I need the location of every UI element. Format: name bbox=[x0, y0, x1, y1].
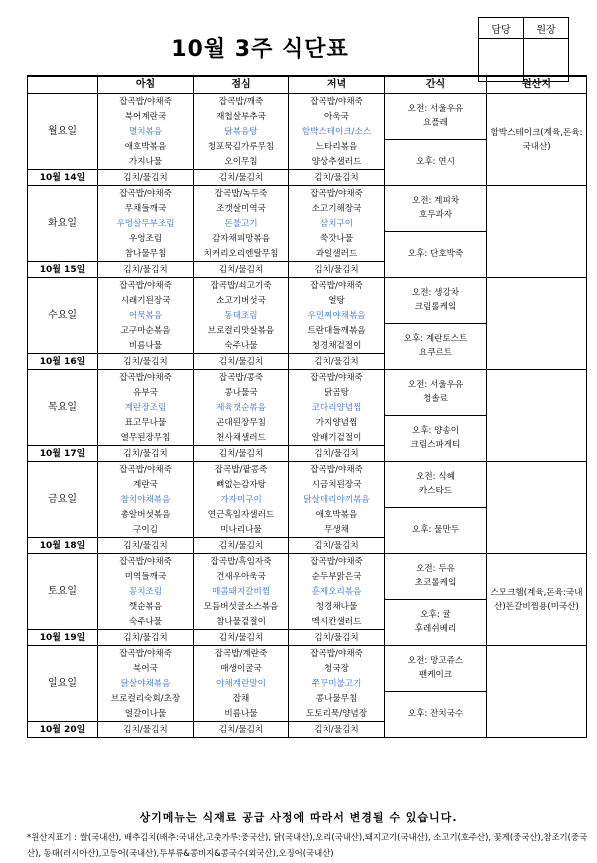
day-label: 금요일 bbox=[28, 462, 98, 538]
header-row bbox=[28, 76, 587, 94]
lunch-item: 잡곡밥/흑임자죽 bbox=[194, 554, 289, 570]
lunch-item: 곤대된장무침 bbox=[194, 415, 289, 430]
breakfast-item: 북어계란국 bbox=[98, 109, 194, 124]
header-origin: 원산지 bbox=[487, 76, 587, 94]
breakfast-item: 닭살야채볶음 bbox=[98, 676, 194, 691]
notice-text: 상기메뉴는 식재료 공급 사정에 따라서 변경될 수 있습니다. bbox=[139, 811, 458, 824]
lunch-item: 잡곡밥/쇠고기죽 bbox=[194, 278, 289, 294]
dinner-item: 느타리볶음 bbox=[289, 139, 385, 154]
breakfast-item: 브로컬리숙회/초장 bbox=[98, 691, 194, 706]
breakfast-item: 참치야채볶음 bbox=[98, 492, 194, 507]
approval-label-director: 원장 bbox=[524, 18, 569, 39]
dinner-item: 잡곡밥/야채죽 bbox=[289, 278, 385, 294]
lunch-item: 조갯살미역국 bbox=[194, 201, 289, 216]
header-breakfast: 아침 bbox=[98, 76, 194, 94]
dinner-item: 우민찌야채볶음 bbox=[289, 308, 385, 323]
lunch-item: 매생이굴국 bbox=[194, 661, 289, 676]
dinner-item: 청국장 bbox=[289, 661, 385, 676]
breakfast-item: 김치/물김치 bbox=[98, 538, 194, 554]
lunch-item: 잡곡밥/녹두죽 bbox=[194, 186, 289, 202]
lunch-item: 가자미구이 bbox=[194, 492, 289, 507]
dinner-item: 쑥갓나물 bbox=[289, 231, 385, 246]
date-label: 10월 16일 bbox=[28, 354, 98, 370]
breakfast-item: 김치/물김치 bbox=[98, 630, 194, 646]
lunch-item: 닭볶음탕 bbox=[194, 124, 289, 139]
dinner-item: 코다리양념찜 bbox=[289, 400, 385, 415]
dinner-item: 닭살데리야끼볶음 bbox=[289, 492, 385, 507]
dinner-item: 김치/물김치 bbox=[289, 262, 385, 278]
lunch-item: 참나물겉절이 bbox=[194, 614, 289, 630]
lunch-item: 브로컬리맛살볶음 bbox=[194, 323, 289, 338]
lunch-item: 잡곡밥/팥콩죽 bbox=[194, 462, 289, 478]
date-label: 10월 19일 bbox=[28, 630, 98, 646]
dinner-item: 쭈꾸미불고기 bbox=[289, 676, 385, 691]
dinner-item: 멕시칸샐러드 bbox=[289, 614, 385, 630]
breakfast-item: 잡곡밥/야채죽 bbox=[98, 554, 194, 570]
lunch-item: 재첩살부추국 bbox=[194, 109, 289, 124]
snack-afternoon: 오후: 계란토스트 요쿠르트 bbox=[385, 323, 487, 370]
breakfast-item: 어묵볶음 bbox=[98, 308, 194, 323]
dinner-item: 콩나물무침 bbox=[289, 691, 385, 706]
day-label: 일요일 bbox=[28, 646, 98, 722]
dinner-item: 김치/물김치 bbox=[289, 538, 385, 554]
dinner-item: 훈제오리볶음 bbox=[289, 584, 385, 599]
dinner-item: 함박스테이크/소스 bbox=[289, 124, 385, 139]
lunch-item: 김치/물김치 bbox=[194, 170, 289, 186]
dinner-item: 애호박볶음 bbox=[289, 507, 385, 522]
breakfast-item: 북어국 bbox=[98, 661, 194, 676]
lunch-item: 잡곡밥/계란죽 bbox=[194, 646, 289, 662]
breakfast-item: 김치/물김치 bbox=[98, 170, 194, 186]
origin-info: 스모크햄(계육,돈육:국내산)돈갈비찜용(미국산) bbox=[487, 554, 587, 646]
breakfast-item: 김치/물김치 bbox=[98, 446, 194, 462]
header-snack: 간식 bbox=[385, 76, 487, 94]
dinner-item: 잡곡밥/야채죽 bbox=[289, 94, 385, 110]
snack-morning: 오전: 서울우유 청솔료 bbox=[385, 370, 487, 416]
snack-afternoon: 오후: 양송이 크림스파게티 bbox=[385, 415, 487, 462]
lunch-item: 잡곡밥/콩죽 bbox=[194, 370, 289, 386]
lunch-item: 콩나물국 bbox=[194, 385, 289, 400]
lunch-item: 숙주나물 bbox=[194, 338, 289, 354]
origin-info: 함박스테이크(계육,돈육:국내산) bbox=[487, 94, 587, 186]
snack-afternoon: 오후: 연시 bbox=[385, 139, 487, 186]
dinner-item: 도토리묵/양념장 bbox=[289, 706, 385, 722]
dinner-item: 잡곡밥/야채죽 bbox=[289, 646, 385, 662]
lunch-item: 매콤돼지갈비찜 bbox=[194, 584, 289, 599]
breakfast-item: 계란국 bbox=[98, 477, 194, 492]
breakfast-item: 김치/물김치 bbox=[98, 262, 194, 278]
breakfast-item: 구이김 bbox=[98, 522, 194, 538]
snack-afternoon: 오후: 물만두 bbox=[385, 507, 487, 554]
day-label: 화요일 bbox=[28, 186, 98, 262]
breakfast-item: 계란장조림 bbox=[98, 400, 194, 415]
lunch-item: 김치/물김치 bbox=[194, 262, 289, 278]
breakfast-item: 잡곡밥/야채죽 bbox=[98, 278, 194, 294]
day-label: 목요일 bbox=[28, 370, 98, 446]
header-dinner: 저녁 bbox=[289, 76, 385, 94]
menu-row bbox=[28, 462, 587, 478]
breakfast-item: 우엉살두부조림 bbox=[98, 216, 194, 231]
date-label: 10월 20일 bbox=[28, 722, 98, 738]
lunch-item: 김치/물김치 bbox=[194, 354, 289, 370]
lunch-item: 동태조림 bbox=[194, 308, 289, 323]
dinner-item: 김치/물김치 bbox=[289, 170, 385, 186]
lunch-item: 모듬버섯굴소스볶음 bbox=[194, 599, 289, 614]
origin-info bbox=[487, 278, 587, 370]
dinner-item: 잡곡밥/야채죽 bbox=[289, 462, 385, 478]
breakfast-item: 잡곡밥/야채죽 bbox=[98, 186, 194, 202]
breakfast-item: 꽁치조림 bbox=[98, 584, 194, 599]
lunch-item: 치커리오리엔탈무침 bbox=[194, 246, 289, 262]
snack-morning: 오전: 생강차 크림롤케잌 bbox=[385, 278, 487, 324]
header-day bbox=[28, 76, 98, 94]
dinner-item: 트란대들깨볶음 bbox=[289, 323, 385, 338]
snack-morning: 오전: 계피차 호두과자 bbox=[385, 186, 487, 232]
lunch-item: 야채계란말이 bbox=[194, 676, 289, 691]
dinner-item: 순두부맑은국 bbox=[289, 569, 385, 584]
breakfast-item: 미역들깨국 bbox=[98, 569, 194, 584]
dinner-item: 과일샐러드 bbox=[289, 246, 385, 262]
breakfast-item: 깻순볶음 bbox=[98, 599, 194, 614]
breakfast-item: 숙주나물 bbox=[98, 614, 194, 630]
lunch-item: 미나리나물 bbox=[194, 522, 289, 538]
lunch-item: 돈불고기 bbox=[194, 216, 289, 231]
lunch-item: 건새우아욱국 bbox=[194, 569, 289, 584]
snack-afternoon: 오후: 단호박죽 bbox=[385, 231, 487, 278]
dinner-item: 양상추샐러드 bbox=[289, 154, 385, 170]
snack-afternoon: 오후: 잔치국수 bbox=[385, 691, 487, 738]
lunch-item: 김치/물김치 bbox=[194, 630, 289, 646]
dinner-item: 소고기해장국 bbox=[289, 201, 385, 216]
lunch-item: 소고기버섯국 bbox=[194, 293, 289, 308]
dinner-item: 김치/물김치 bbox=[289, 446, 385, 462]
dinner-item: 아욱국 bbox=[289, 109, 385, 124]
menu-row bbox=[28, 94, 587, 110]
snack-morning: 오전: 서울우유 요플레 bbox=[385, 94, 487, 140]
breakfast-item: 잡곡밥/야채죽 bbox=[98, 94, 194, 110]
breakfast-item: 얼갈이나물 bbox=[98, 706, 194, 722]
breakfast-item: 열무된장무침 bbox=[98, 430, 194, 446]
lunch-item: 천사채샐러드 bbox=[194, 430, 289, 446]
dinner-item: 시금치된장국 bbox=[289, 477, 385, 492]
menu-row bbox=[28, 646, 587, 662]
lunch-item: 잡곡밥/깨죽 bbox=[194, 94, 289, 110]
day-label: 토요일 bbox=[28, 554, 98, 630]
lunch-item: 감자채피망볶음 bbox=[194, 231, 289, 246]
breakfast-item: 표고무나물 bbox=[98, 415, 194, 430]
breakfast-item: 김치/물김치 bbox=[98, 354, 194, 370]
breakfast-item: 가지나물 bbox=[98, 154, 194, 170]
lunch-item: 김치/물김치 bbox=[194, 538, 289, 554]
dinner-item: 잡곡밥/야채죽 bbox=[289, 370, 385, 386]
dinner-item: 삼치구이 bbox=[289, 216, 385, 231]
snack-morning: 오전: 두유 초코롤케잌 bbox=[385, 554, 487, 600]
approval-label-manager: 담당 bbox=[479, 18, 524, 39]
origin-info bbox=[487, 370, 587, 462]
menu-row bbox=[28, 554, 587, 570]
dinner-item: 청경채나물 bbox=[289, 599, 385, 614]
breakfast-item: 비름나물 bbox=[98, 338, 194, 354]
breakfast-item: 우엉조림 bbox=[98, 231, 194, 246]
breakfast-item: 참나물무침 bbox=[98, 246, 194, 262]
lunch-item: 김치/물김치 bbox=[194, 446, 289, 462]
dinner-item: 알배기겉절이 bbox=[289, 430, 385, 446]
day-label: 월요일 bbox=[28, 94, 98, 170]
snack-morning: 오전: 식혜 카스타드 bbox=[385, 462, 487, 508]
lunch-item: 김치/물김치 bbox=[194, 722, 289, 738]
dinner-item: 잡곡밥/야채죽 bbox=[289, 554, 385, 570]
date-label: 10월 14일 bbox=[28, 170, 98, 186]
lunch-item: 연근흑임자샐러드 bbox=[194, 507, 289, 522]
dinner-item: 무생채 bbox=[289, 522, 385, 538]
dinner-item: 청경채겉절이 bbox=[289, 338, 385, 354]
date-label: 10월 18일 bbox=[28, 538, 98, 554]
origin-info bbox=[487, 646, 587, 738]
lunch-item: 잡채 bbox=[194, 691, 289, 706]
snack-morning: 오전: 망고쥬스 팬케이크 bbox=[385, 646, 487, 692]
breakfast-item: 잡곡밥/야채죽 bbox=[98, 370, 194, 386]
breakfast-item: 무채들깨국 bbox=[98, 201, 194, 216]
lunch-item: 제육갯순볶음 bbox=[194, 400, 289, 415]
dinner-item: 닭곰탕 bbox=[289, 385, 385, 400]
dinner-item: 김치/물김치 bbox=[289, 630, 385, 646]
approval-box bbox=[478, 17, 569, 82]
breakfast-item: 잡곡밥/야채죽 bbox=[98, 462, 194, 478]
lunch-item: 비름나물 bbox=[194, 706, 289, 722]
dinner-item: 가지양념찜 bbox=[289, 415, 385, 430]
snack-afternoon: 오후: 귤 후레쉬베리 bbox=[385, 599, 487, 646]
lunch-item: 청포묵김가루무침 bbox=[194, 139, 289, 154]
date-label: 10월 17일 bbox=[28, 446, 98, 462]
breakfast-item: 고구마순볶음 bbox=[98, 323, 194, 338]
dinner-item: 김치/물김치 bbox=[289, 722, 385, 738]
lunch-item: 뼈없는감자탕 bbox=[194, 477, 289, 492]
page-title: 10월 3주 식단표 bbox=[171, 37, 349, 62]
origin-footnote: *원산지표기 : 쌀(국내산), 배추김치(배추:국내산,고춧가루:중국산), 닭(국내산),오리(국내산),돼지고기(국내산), 소고기(호주산), 꽃게(중국산),참조기(중국산), 동태(러시아산),고등어(국내산),두부류&콩비지&콩국수(외국산),오징어(국내산) bbox=[27, 832, 588, 858]
breakfast-item: 애호박볶음 bbox=[98, 139, 194, 154]
menu-row bbox=[28, 370, 587, 386]
breakfast-item: 시래기된장국 bbox=[98, 293, 194, 308]
origin-info bbox=[487, 186, 587, 278]
breakfast-item: 김치/물김치 bbox=[98, 722, 194, 738]
dinner-item: 잡곡밥/야채죽 bbox=[289, 186, 385, 202]
breakfast-item: 총알버섯볶음 bbox=[98, 507, 194, 522]
day-label: 수요일 bbox=[28, 278, 98, 354]
breakfast-item: 멸치볶음 bbox=[98, 124, 194, 139]
menu-table bbox=[27, 75, 587, 738]
menu-row bbox=[28, 278, 587, 294]
origin-info bbox=[487, 462, 587, 554]
breakfast-item: 잡곡밥/야채죽 bbox=[98, 646, 194, 662]
lunch-item: 오이무침 bbox=[194, 154, 289, 170]
dinner-item: 얼탕 bbox=[289, 293, 385, 308]
dinner-item: 김치/물김치 bbox=[289, 354, 385, 370]
menu-row bbox=[28, 186, 587, 202]
header-lunch: 점심 bbox=[194, 76, 289, 94]
breakfast-item: 유부국 bbox=[98, 385, 194, 400]
date-label: 10월 15일 bbox=[28, 262, 98, 278]
